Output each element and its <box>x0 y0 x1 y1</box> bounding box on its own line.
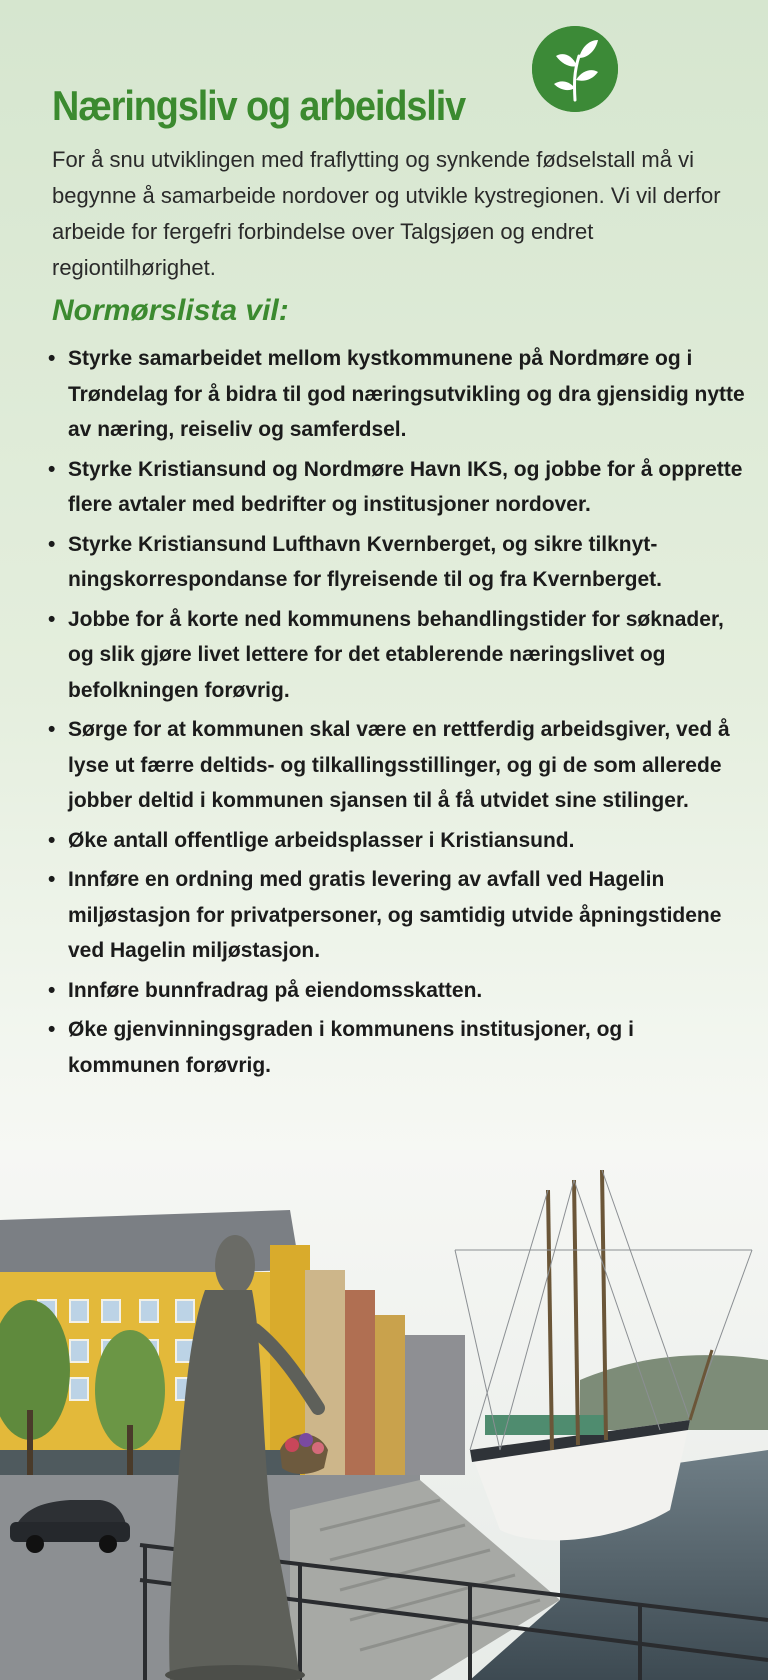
bullet: • <box>48 828 56 852</box>
bullet: • <box>48 978 56 1002</box>
leaf-sprout-icon <box>532 26 618 112</box>
list-item <box>48 973 748 1009</box>
list-item-text: Øke antall offentlige arbeidsplasser i Kristiansund. <box>68 828 575 852</box>
page-title: Næringsliv og arbeidsliv <box>52 82 466 129</box>
list-item <box>48 527 748 598</box>
list-item <box>48 1012 748 1083</box>
list-item-text: Styrke Kristiansund Lufthavn Kvernberget, og sikre tilknytningskorrespondanse for flyreisende til og fra Kvernberget. <box>68 532 662 591</box>
list-item <box>48 341 748 448</box>
bullet: • <box>48 457 56 481</box>
list-item-text: Styrke Kristiansund og Nordmøre Havn IKS, og jobbe for å opprette flere avtaler med bedrifter og institusjoner nordover. <box>68 457 743 516</box>
bullet: • <box>48 347 56 370</box>
list-item-text: Øke gjenvinningsgraden i kommunens institusjoner, og i kommunen forøvrig. <box>68 1018 634 1077</box>
bullet: • <box>48 718 56 741</box>
bullet: • <box>48 868 56 891</box>
policy-list <box>48 341 748 1087</box>
list-heading: Normørslista vil: <box>52 294 289 327</box>
list-item <box>48 823 748 859</box>
list-item-text: Innføre bunnfradrag på eiendomsskatten. <box>68 978 483 1002</box>
list-item <box>48 862 748 969</box>
list-item-text: Sørge for at kommunen skal være en rettferdig arbeidsgiver, ved å lyse ut færre deltids- og tilkallingsstillinger, og gi de som allerede jobber deltid i kommunen sjansen til å få utvidet sine stilinger. <box>68 718 730 812</box>
list-item-text: Styrke samarbeidet mellom kystkommunene på Nordmøre og i Trøndelag for å bidra til god næringsutvikling og dra gjensidig nytte av næring, reiseliv og samferdsel. <box>68 347 745 441</box>
list-item <box>48 452 748 523</box>
bullet: • <box>48 532 56 556</box>
harbor-photo <box>0 1150 768 1680</box>
bullet: • <box>48 1018 56 1041</box>
list-item-text: Jobbe for å korte ned kommunens behandlingstider for søknader, og slik gjøre livet lettere for det etablerende næringslivet og befolkningen forøvrig. <box>68 607 724 702</box>
bullet: • <box>48 607 56 631</box>
intro-paragraph: For å snu utviklingen med fraflytting og synkende fødselstall må vi begynne å samarbeide nordover og utvikle kystregionen. Vi vil derfor arbeide for fergefri forbindelse over Talgsjøen og endret regiontilhørighet. <box>52 147 721 280</box>
list-item <box>48 602 748 709</box>
list-item-text: Innføre en ordning med gratis levering av avfall ved Hagelin miljøstasjon for privatpersoner, og samtidig utvide åpningstidene ved Hagelin miljøstasjon. <box>68 868 722 962</box>
list-item <box>48 712 748 819</box>
